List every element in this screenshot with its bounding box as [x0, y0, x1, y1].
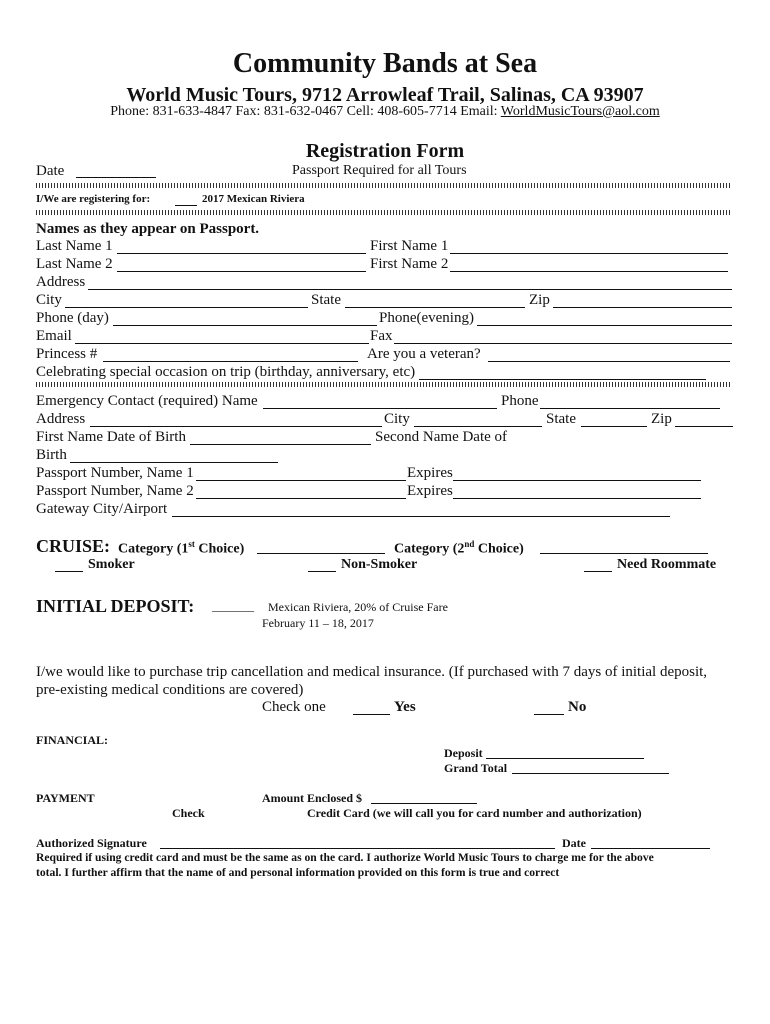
zip-label: Zip: [529, 292, 550, 308]
last-name-1-label: Last Name 1: [36, 238, 113, 254]
grand-total-label: Grand Total: [444, 761, 508, 775]
smoker-label: Smoker: [88, 557, 135, 572]
phone-day-field[interactable]: [113, 325, 377, 326]
credit-card-option[interactable]: Credit Card (we will call you for card number and authorization): [307, 806, 642, 820]
emergency-city-label: City: [384, 411, 410, 427]
phone-evening-label: Phone(evening): [379, 310, 474, 326]
signature-date-field[interactable]: [591, 848, 710, 849]
insurance-yes-label: Yes: [394, 699, 416, 715]
expires-1-field[interactable]: [453, 480, 701, 481]
deposit-dates: February 11 – 18, 2017: [262, 616, 374, 630]
email-link[interactable]: WorldMusicTours@aol.com: [500, 104, 660, 119]
financial-label: FINANCIAL:: [36, 733, 108, 747]
emergency-city-field[interactable]: [414, 426, 542, 427]
veteran-field[interactable]: [488, 361, 730, 362]
emergency-state-field[interactable]: [581, 426, 647, 427]
expires-2-field[interactable]: [453, 498, 701, 499]
last-name-2-field[interactable]: [117, 271, 366, 272]
expires-2-label: Expires: [407, 483, 453, 499]
fax-label: Fax: [370, 328, 393, 344]
divider: [36, 183, 732, 188]
category-2-field[interactable]: [540, 553, 708, 554]
first-name-1-label: First Name 1: [370, 238, 449, 254]
amount-enclosed-label: Amount Enclosed $: [262, 791, 363, 805]
princess-field[interactable]: [103, 361, 358, 362]
city-label: City: [36, 292, 62, 308]
non-smoker-checkbox[interactable]: [308, 571, 336, 572]
insurance-no-label: No: [568, 699, 587, 715]
grand-total-field[interactable]: [512, 773, 669, 774]
amount-enclosed-field[interactable]: [371, 803, 477, 804]
initial-deposit-label: INITIAL DEPOSIT:: [36, 596, 195, 616]
page-title: Community Bands at Sea: [232, 48, 538, 79]
email-field[interactable]: [75, 343, 369, 344]
last-name-1-field[interactable]: [117, 253, 366, 254]
gateway-label: Gateway City/Airport: [36, 501, 168, 517]
category-1-label: Category (1st Choice): [118, 539, 245, 557]
roommate-checkbox[interactable]: [584, 571, 612, 572]
second-dob-label: Second Name Date of: [375, 429, 508, 445]
roommate-label: Need Roommate: [617, 557, 717, 572]
state-field[interactable]: [345, 307, 525, 308]
princess-label: Princess #: [36, 346, 98, 362]
fax-field[interactable]: [394, 343, 732, 344]
passport-note: Passport Required for all Tours: [292, 163, 467, 178]
signature-date-label: Date: [562, 836, 586, 850]
address-field[interactable]: [88, 289, 732, 290]
emergency-phone-label: Phone: [501, 393, 539, 409]
first-dob-label: First Name Date of Birth: [36, 429, 186, 445]
emergency-address-label: Address: [36, 411, 86, 427]
passport-2-field[interactable]: [196, 498, 406, 499]
check-option[interactable]: Check: [172, 806, 205, 820]
first-name-1-field[interactable]: [450, 253, 728, 254]
emergency-address-field[interactable]: [90, 426, 382, 427]
divider: [36, 382, 732, 387]
names-heading: Names as they appear on Passport.: [36, 221, 260, 237]
second-dob-field[interactable]: [70, 462, 278, 463]
non-smoker-label: Non-Smoker: [341, 557, 418, 572]
emergency-contact-label: Emergency Contact (required) Name: [36, 393, 258, 409]
deposit-total-field[interactable]: [486, 758, 644, 759]
celebrating-field[interactable]: [419, 379, 706, 380]
emergency-state-label: State: [546, 411, 576, 427]
city-field[interactable]: [65, 307, 308, 308]
insurance-text-1: I/we would like to purchase trip cancellation and medical insurance. (If purchased with 7 days of initial deposit,: [36, 664, 708, 680]
first-dob-field[interactable]: [190, 444, 371, 445]
state-label: State: [311, 292, 341, 308]
deposit-text: Mexican Riviera, 20% of Cruise Fare: [268, 600, 448, 614]
signature-field[interactable]: [160, 848, 555, 849]
emergency-zip-label: Zip: [651, 411, 672, 427]
second-dob-label-cont: Birth: [36, 447, 67, 463]
first-name-2-field[interactable]: [450, 271, 728, 272]
signature-label: Authorized Signature: [36, 836, 147, 850]
expires-1-label: Expires: [407, 465, 453, 481]
authorization-note-2: total. I further affirm that the name of and personal information provided on this form is true and correct: [36, 866, 560, 879]
registering-label: I/We are registering for:: [36, 193, 151, 205]
insurance-no-checkbox[interactable]: [534, 714, 564, 715]
registering-option: 2017 Mexican Riviera: [202, 193, 305, 205]
contact-numbers: Phone: 831-633-4847 Fax: 831-632-0467 Cell: 408-605-7714 Email:: [110, 104, 501, 119]
address-label: Address: [36, 274, 86, 290]
insurance-yes-checkbox[interactable]: [353, 714, 390, 715]
celebrating-label: Celebrating special occasion on trip (birthday, anniversary, etc): [36, 364, 416, 380]
insurance-text-2: pre-existing medical conditions are covered): [36, 682, 304, 698]
deposit-total-label: Deposit: [444, 746, 483, 760]
emergency-zip-field[interactable]: [675, 426, 733, 427]
divider: [36, 210, 732, 215]
category-2-label: Category (2nd Choice): [394, 539, 524, 557]
last-name-2-label: Last Name 2: [36, 256, 113, 272]
gateway-field[interactable]: [172, 516, 670, 517]
first-name-2-label: First Name 2: [370, 256, 449, 272]
passport-1-field[interactable]: [196, 480, 406, 481]
email-label: Email: [36, 328, 72, 344]
authorization-note-1: Required if using credit card and must be the same as on the card. I authorize World Music Tours to charge me for the above: [36, 851, 654, 864]
phone-day-label: Phone (day): [36, 310, 109, 326]
company-address: World Music Tours, 9712 Arrowleaf Trail, Salinas, CA 93907: [126, 84, 644, 106]
veteran-label: Are you a veteran?: [367, 346, 481, 362]
zip-field[interactable]: [553, 307, 732, 308]
emergency-contact-field[interactable]: [263, 408, 497, 409]
date-label: Date: [36, 163, 65, 179]
contact-info: [0, 104, 770, 120]
registering-checkbox[interactable]: [175, 205, 197, 206]
category-1-field[interactable]: [257, 553, 385, 554]
date-field[interactable]: [76, 177, 156, 178]
deposit-checkbox[interactable]: _______: [212, 599, 254, 613]
form-title: Registration Form: [305, 140, 465, 162]
cruise-label: CRUISE:: [36, 536, 111, 556]
passport-2-label: Passport Number, Name 2: [36, 483, 194, 499]
emergency-phone-field[interactable]: [540, 408, 720, 409]
phone-evening-field[interactable]: [477, 325, 732, 326]
check-one-label: Check one: [262, 699, 326, 715]
payment-label: PAYMENT: [36, 791, 95, 805]
smoker-checkbox[interactable]: [55, 571, 83, 572]
passport-1-label: Passport Number, Name 1: [36, 465, 194, 481]
